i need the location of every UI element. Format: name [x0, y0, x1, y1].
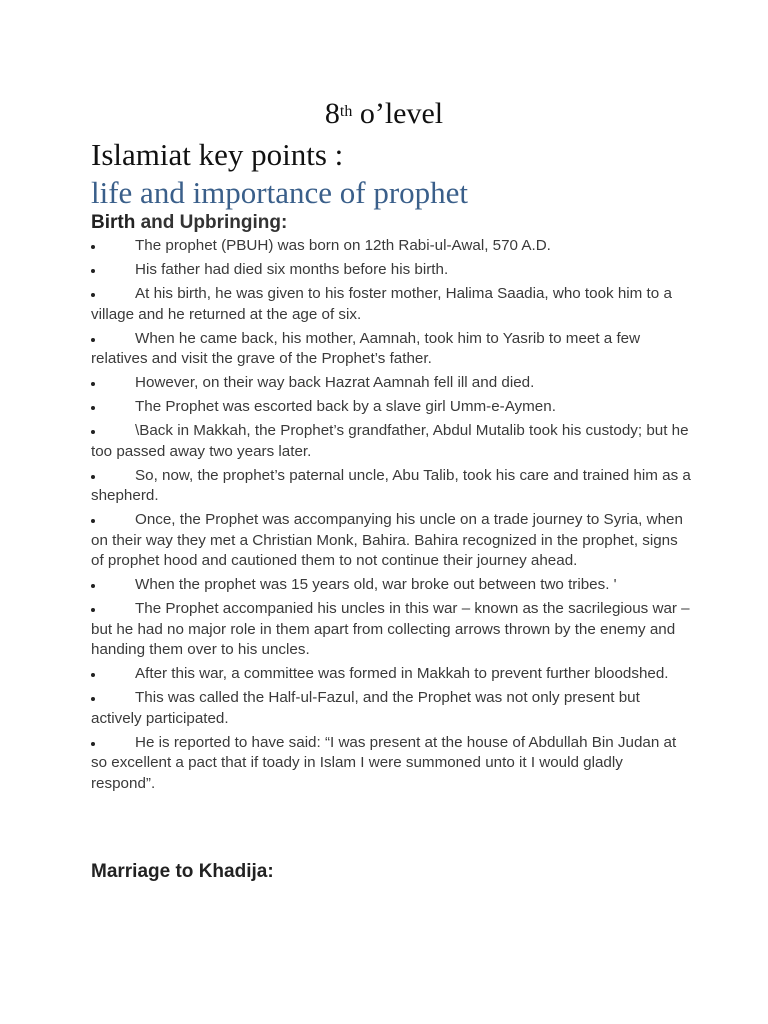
point-text: The Prophet was escorted back by a slave girl Umm-e-Aymen. — [135, 398, 556, 415]
heading-birth-main: Birth — [91, 212, 136, 233]
subject-title: Islamiat key points : — [91, 137, 344, 172]
grade-level: o’level — [352, 97, 444, 130]
birth-points-list — [91, 236, 691, 798]
bullet-icon — [91, 269, 95, 273]
list-item — [91, 575, 691, 596]
list-item — [91, 329, 691, 370]
bullet-icon — [91, 475, 95, 479]
grade-number: 8 — [324, 97, 340, 130]
list-item — [91, 599, 691, 661]
heading-birth-rest: and Upbringing: — [135, 212, 288, 233]
section-heading-birth — [91, 211, 287, 235]
list-item — [91, 260, 691, 281]
bullet-icon — [91, 382, 95, 386]
point-text: \Back in Makkah, the Prophet’s grandfather, Abdul Mutalib took his custody; but he too passed away two years later. — [91, 422, 689, 460]
list-item — [91, 664, 691, 685]
list-item — [91, 421, 691, 462]
bullet-icon — [91, 673, 95, 677]
point-text: When the prophet was 15 years old, war broke out between two tribes. ' — [135, 576, 617, 593]
bullet-icon — [91, 430, 95, 434]
point-text: He is reported to have said: “I was present at the house of Abdullah Bin Judan at so excellent a pact that if toady in Islam I were summoned unto it I would gladly respond”. — [91, 733, 677, 792]
bullet-icon — [91, 406, 95, 410]
bullet-icon — [91, 697, 95, 701]
bullet-icon — [91, 293, 95, 297]
list-item — [91, 397, 691, 418]
bullet-icon — [91, 519, 95, 523]
topic-title: life and importance of prophet — [91, 175, 469, 210]
point-text: At his birth, he was given to his foster mother, Halima Saadia, who took him to a village and he returned at the age of six. — [91, 285, 672, 323]
section-heading-marriage: Marriage to Khadija: — [91, 861, 274, 882]
point-text: The Prophet accompanied his uncles in this war – known as the sacrilegious war – but he had no major role in them apart from collecting arrows thrown by the enemy and handing them over to his uncles. — [91, 600, 690, 658]
point-text: However, on their way back Hazrat Aamnah fell ill and died. — [135, 374, 535, 391]
point-text: The prophet (PBUH) was born on 12th Rabi-ul-Awal, 570 A.D. — [135, 237, 551, 254]
point-text: Once, the Prophet was accompanying his uncle on a trade journey to Syria, when on their way they met a Christian Monk, Bahira. Bahira recognized in the prophet, signs of prophet hood and cautioned them to not continue their journey ahead. — [91, 511, 683, 569]
point-text: So, now, the prophet’s paternal uncle, Abu Talib, took his care and trained him as a shepherd. — [91, 466, 691, 504]
bullet-icon — [91, 608, 95, 612]
list-item — [91, 733, 691, 795]
point-text: After this war, a committee was formed in Makkah to prevent further bloodshed. — [135, 665, 669, 682]
bullet-icon — [91, 338, 95, 342]
point-text: His father had died six months before his birth. — [135, 261, 449, 278]
list-item — [91, 236, 691, 257]
point-text: When he came back, his mother, Aamnah, took him to Yasrib to meet a few relatives and visit the grave of the Prophet’s father. — [91, 329, 641, 367]
point-text: This was called the Half-ul-Fazul, and the Prophet was not only present but actively participated. — [91, 689, 640, 727]
list-item — [91, 373, 691, 394]
bullet-icon — [91, 584, 95, 588]
grade-title — [0, 96, 768, 132]
grade-suffix: th — [339, 103, 353, 120]
list-item — [91, 284, 691, 325]
list-item — [91, 688, 691, 729]
bullet-icon — [91, 742, 95, 746]
list-item — [91, 510, 691, 572]
list-item — [91, 466, 691, 507]
bullet-icon — [91, 245, 95, 249]
